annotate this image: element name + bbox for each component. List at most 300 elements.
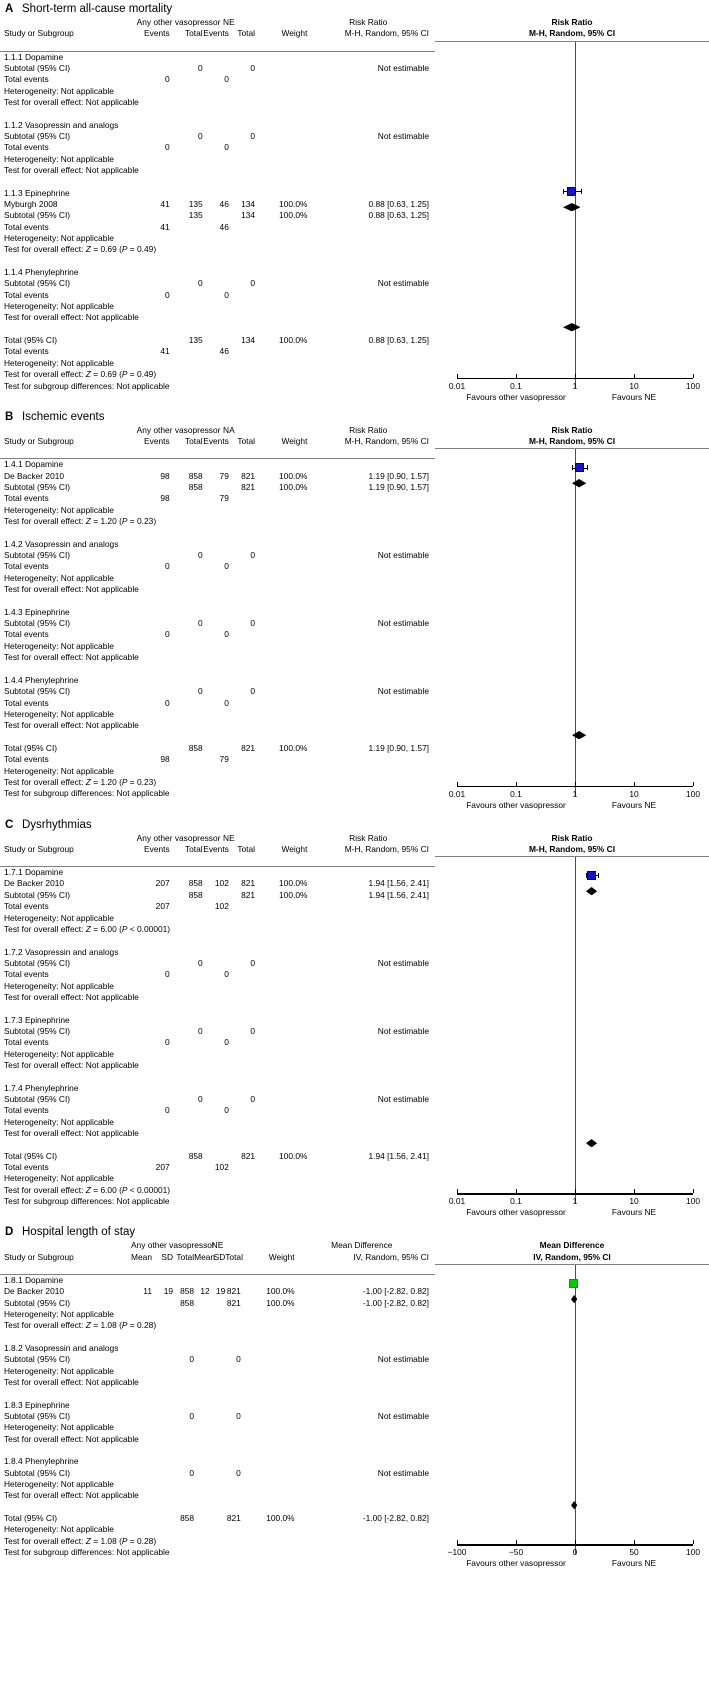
total1-cell: 858 (188, 1150, 203, 1161)
events1-cell (137, 1094, 170, 1105)
effect-cell: -1.00 [-2.82, 0.82] (362, 1513, 429, 1524)
total2-cell (229, 901, 255, 912)
plot-header-line1: Risk Ratio (551, 424, 593, 435)
statistic-note-row (0, 165, 435, 176)
total2-cell: 0 (250, 957, 256, 968)
total1-cell (170, 901, 203, 912)
row-label: Subtotal (95% CI) (4, 1467, 71, 1478)
total1-cell (170, 346, 203, 357)
statistic-note-row (0, 766, 435, 777)
table-column-header-row (0, 1252, 435, 1263)
x-axis-tick-label: 100 (686, 788, 700, 799)
statistic-note-row (0, 992, 435, 1003)
forest-plot-canvas (435, 1240, 709, 1570)
events2-cell (203, 278, 229, 289)
weight-cell (255, 131, 307, 142)
weight-cell (255, 142, 307, 153)
blank-cell (241, 1240, 295, 1251)
events1-cell: 98 (160, 493, 170, 504)
events2-cell: 102 (214, 1162, 229, 1173)
events1-cell: 207 (155, 878, 170, 889)
row-label: Subtotal (95% CI) (4, 686, 71, 697)
statistic-note-row (0, 1173, 435, 1184)
total2-cell (229, 1037, 255, 1048)
forest-plot-area (435, 17, 709, 404)
x-axis-tick-label: 10 (629, 380, 639, 391)
total1-cell: 858 (180, 1513, 195, 1524)
col-events2: Events (203, 436, 229, 447)
total-events-row (0, 1162, 435, 1173)
statistic-note-row (0, 1049, 435, 1060)
sd2-cell (210, 1513, 226, 1524)
panel-letter: A (5, 3, 14, 15)
panel-body (0, 833, 709, 1220)
statistic-note-row (0, 516, 435, 527)
favours-right-label: Favours NE (611, 799, 657, 810)
subgroup-label: 1.7.2 Vasopressin and analogs (4, 946, 119, 957)
study-row (0, 199, 435, 210)
statistic-note-row (0, 1490, 435, 1501)
effect-cell: 1.94 [1.56, 2.41] (368, 1150, 429, 1161)
effect-cell (307, 346, 435, 357)
x-axis-tick-label: 1 (572, 788, 578, 799)
total1-cell: 0 (198, 957, 203, 968)
statistic-note-row (0, 1366, 435, 1377)
panel-body (0, 17, 709, 404)
favours-left-label: Favours other vasopressor (466, 1558, 566, 1569)
events2-cell: 0 (224, 561, 229, 572)
total1-cell (170, 74, 203, 85)
events1-cell: 0 (164, 142, 170, 153)
events1-cell (137, 482, 170, 493)
row-label: Subtotal (95% CI) (4, 278, 71, 289)
group2-header: NE (223, 832, 235, 843)
subtotal-row (0, 1411, 435, 1422)
plot-header-line1: Risk Ratio (551, 832, 593, 843)
total1-cell: 858 (188, 889, 203, 900)
events1-cell (137, 958, 170, 969)
x-axis-tick-label: 10 (629, 788, 639, 799)
total2-cell (229, 74, 255, 85)
weight-cell (255, 561, 307, 572)
x-axis-tick (516, 1189, 517, 1193)
statistic-note: Heterogeneity: Not applicable (4, 301, 114, 312)
total2-cell: 0 (236, 1467, 241, 1478)
total1-cell: 0 (198, 130, 203, 141)
sd1-cell: 19 (163, 1286, 174, 1297)
table-rule (0, 1263, 435, 1274)
plot-rule (435, 41, 709, 42)
statistic-note-row (0, 505, 435, 516)
subgroup-row (0, 947, 435, 958)
subtotal-row (0, 890, 435, 901)
total1-cell: 135 (188, 199, 203, 209)
total1-cell (170, 754, 203, 765)
effect-cell (307, 754, 435, 765)
statistic-note: Heterogeneity: Not applicable (4, 1173, 114, 1184)
forest-table (0, 17, 435, 392)
total1-cell: 0 (198, 618, 203, 629)
statistic-note: Heterogeneity: Not applicable (4, 572, 114, 583)
subgroup-row (0, 1083, 435, 1094)
statistic-note-row (0, 584, 435, 595)
group1-header: Any other vasopressor (130, 1240, 215, 1251)
x-axis-tick-label: 0.01 (448, 380, 466, 391)
row-label: Total events (4, 289, 49, 300)
x-axis-tick-label: −50 (508, 1547, 524, 1558)
subgroup-label: 1.7.4 Phenylephrine (4, 1082, 79, 1093)
events1-cell: 0 (164, 1105, 170, 1116)
total1-cell (170, 1105, 203, 1116)
events2-cell: 102 (214, 901, 229, 912)
subtotal-row (0, 1094, 435, 1105)
effect-cell (307, 1037, 435, 1048)
x-axis-tick-label: 1 (572, 1196, 578, 1207)
total2-cell (229, 290, 255, 301)
statistic-note: Heterogeneity: Not applicable (4, 708, 114, 719)
subgroup-row (0, 539, 435, 550)
effect-cell: Not estimable (377, 957, 429, 968)
total-events-row (0, 222, 435, 233)
weight-cell (255, 901, 307, 912)
overall-effect-diamond (586, 1134, 597, 1142)
mean2-cell (194, 1354, 210, 1365)
subtotal-row (0, 210, 435, 221)
total2-cell: 0 (250, 278, 256, 289)
statistic-note-row (0, 981, 435, 992)
weight-cell (255, 1026, 307, 1037)
total1-cell (170, 561, 203, 572)
forest-plot-area (435, 833, 709, 1220)
total-row (0, 743, 435, 754)
sd2-cell: 19 (215, 1286, 226, 1297)
total-events-row (0, 969, 435, 980)
panel-a (0, 0, 709, 404)
table-group-header-row (0, 833, 435, 844)
total-row (0, 1513, 435, 1524)
col-total2: Total (237, 28, 256, 39)
ci-cap-lower (572, 465, 573, 470)
statistic-note: Test for overall effect: Z = 1.08 (P = 0.28) (4, 1320, 157, 1331)
subgroup-row (0, 1400, 435, 1411)
weight-cell (241, 1411, 295, 1422)
events1-cell (137, 550, 170, 561)
events1-cell: 0 (164, 969, 170, 980)
effect-cell (307, 561, 435, 572)
effect-cell: Not estimable (377, 278, 429, 289)
statistic-note-row (0, 924, 435, 935)
study-effect-marker (569, 1279, 578, 1288)
weight-cell (255, 222, 307, 233)
total1-cell: 858 (180, 1297, 195, 1308)
col-study: Study or Subgroup (4, 436, 74, 447)
total1-cell (170, 1037, 203, 1048)
group2-header: NE (211, 1240, 224, 1251)
total1-cell: 0 (198, 550, 203, 561)
events1-cell (137, 743, 170, 754)
col-study: Study or Subgroup (4, 1251, 74, 1262)
null-effect-line (575, 1265, 576, 1554)
plot-rule (435, 448, 709, 449)
weight-cell: 100.0% (279, 210, 308, 221)
total2-cell: 821 (226, 1513, 241, 1524)
spacer-row (0, 176, 435, 187)
effect-cell: Not estimable (377, 1411, 429, 1422)
effect-cell: Not estimable (377, 686, 429, 697)
x-axis-tick-label: 0.1 (510, 380, 522, 391)
events2-cell (203, 618, 229, 629)
sd1-cell (152, 1354, 173, 1365)
statistic-note-row (0, 1185, 435, 1196)
effect-cell: 1.94 [1.56, 2.41] (368, 878, 429, 889)
events1-cell: 0 (164, 1037, 170, 1048)
row-label: De Backer 2010 (4, 1286, 65, 1297)
row-label: Subtotal (95% CI) (4, 1025, 71, 1036)
plot-header-line2: IV, Random, 95% CI (533, 1251, 611, 1262)
spacer-row (0, 108, 435, 119)
spacer-row (0, 527, 435, 538)
forest-plot-canvas (435, 833, 709, 1220)
statistic-note: Test for overall effect: Not applicable (4, 1490, 139, 1501)
events1-cell: 0 (164, 289, 170, 300)
panel-heading-text: Hospital length of stay (22, 1226, 136, 1239)
total1-cell (170, 493, 203, 504)
events2-cell: 0 (224, 697, 229, 708)
statistic-note-row (0, 720, 435, 731)
row-label: Total (95% CI) (4, 742, 58, 753)
row-label: Subtotal (95% CI) (4, 1354, 71, 1365)
plot-rule (435, 856, 709, 857)
sd1-cell (152, 1298, 173, 1309)
total-events-row (0, 698, 435, 709)
statistic-note: Heterogeneity: Not applicable (4, 1422, 114, 1433)
statistic-note-row (0, 573, 435, 584)
weight-cell (255, 1162, 307, 1173)
blank-cell (131, 1274, 435, 1286)
col-total1: Total (184, 843, 203, 854)
statistic-note: Heterogeneity: Not applicable (4, 504, 114, 515)
events1-cell (137, 335, 170, 346)
total2-cell: 0 (250, 1025, 256, 1036)
effect-cell (307, 222, 435, 233)
spacer-row (0, 1003, 435, 1014)
x-axis-tick (634, 1540, 635, 1544)
events1-cell (137, 686, 170, 697)
events2-cell (203, 958, 229, 969)
x-axis-tick (693, 1189, 694, 1193)
weight-cell: 100.0% (279, 742, 308, 753)
spacer-row (0, 1388, 435, 1399)
row-label: Myburgh 2008 (4, 199, 58, 209)
effect-cell (307, 1105, 435, 1116)
row-label: Total events (4, 629, 49, 640)
effect-cell: 0.88 [0.63, 1.25] (368, 335, 429, 346)
col-events2: Events (203, 28, 229, 39)
effect-cell (307, 74, 435, 85)
panel-body (0, 425, 709, 812)
weight-cell (255, 493, 307, 504)
forest-plot-area (435, 425, 709, 812)
events1-cell: 207 (155, 1162, 170, 1173)
total-events-row (0, 754, 435, 765)
effect-cell: Not estimable (377, 62, 429, 73)
plot-rule (435, 1264, 709, 1265)
subgroup-row (0, 607, 435, 618)
subtotal-row (0, 63, 435, 74)
weight-cell (255, 618, 307, 629)
total-events-row (0, 1105, 435, 1116)
x-axis-tick-label: 100 (686, 1547, 700, 1558)
mean2-cell (194, 1411, 210, 1422)
sd2-cell (210, 1411, 226, 1422)
favours-right-label: Favours NE (611, 1558, 657, 1569)
blank-cell (137, 675, 435, 686)
effect-cell: 0.88 [0.63, 1.25] (368, 210, 429, 221)
statistic-note: Test for overall effect: Z = 6.00 (P < 0.00001) (4, 1184, 171, 1195)
x-axis-tick (457, 782, 458, 786)
overall-effect-diamond (563, 319, 581, 327)
events2-cell: 0 (224, 969, 229, 980)
statistic-note-row (0, 1128, 435, 1139)
effect-cell (307, 1162, 435, 1173)
favours-left-label: Favours other vasopressor (466, 391, 566, 402)
col-mean2: Mean (194, 1251, 216, 1262)
x-axis-tick (634, 782, 635, 786)
row-label: Total events (4, 142, 49, 153)
total1-cell: 858 (180, 1286, 195, 1297)
row-label: Total (95% CI) (4, 335, 58, 346)
subtotal-row (0, 1298, 435, 1309)
total2-cell: 821 (241, 878, 256, 889)
statistic-note-row (0, 244, 435, 255)
statistic-note: Test for overall effect: Not applicable (4, 1059, 139, 1070)
col-weight: Weight (268, 1251, 295, 1262)
total1-cell: 858 (188, 742, 203, 753)
subgroup-row (0, 459, 435, 471)
statistic-note: Test for overall effect: Z = 0.69 (P = 0.49) (4, 244, 157, 255)
mean1-cell (131, 1513, 152, 1524)
events2-cell: 0 (224, 629, 229, 640)
events2-cell (203, 743, 229, 754)
row-label: Total events (4, 221, 49, 232)
blank-cell (137, 188, 435, 199)
col-sd1: SD (161, 1251, 174, 1262)
weight-cell (255, 550, 307, 561)
weight-cell: 100.0% (279, 482, 308, 493)
forest-table (0, 425, 435, 800)
effect-cell (307, 698, 435, 709)
total-events-row (0, 901, 435, 912)
events2-cell: 0 (224, 1037, 229, 1048)
effect-cell: Not estimable (377, 1094, 429, 1104)
total1-cell (170, 290, 203, 301)
total-events-row (0, 493, 435, 504)
ci-cap-upper (587, 465, 588, 470)
effect-cell (307, 969, 435, 980)
statistic-note: Heterogeneity: Not applicable (4, 980, 114, 991)
statistic-note-row (0, 358, 435, 369)
col-total1: Total (184, 28, 203, 39)
mean1-cell: 11 (143, 1286, 152, 1297)
favours-left-label: Favours other vasopressor (466, 799, 566, 810)
statistic-note: Test for subgroup differences: Not applicable (4, 1196, 170, 1207)
statistic-note-row (0, 1309, 435, 1320)
events1-cell: 207 (155, 901, 170, 912)
col-study: Study or Subgroup (4, 843, 74, 854)
x-axis-tick-label: 10 (629, 1196, 639, 1207)
panel-heading-text: Ischemic events (22, 410, 105, 423)
effect-cell (307, 290, 435, 301)
col-total2: Total (237, 436, 256, 447)
weight-cell: 100.0% (266, 1286, 295, 1297)
total2-cell: 0 (250, 618, 256, 629)
events1-cell (137, 210, 170, 221)
subgroup-row (0, 120, 435, 131)
events2-cell (203, 1026, 229, 1037)
events2-cell: 79 (219, 493, 229, 504)
plot-header-line2: M-H, Random, 95% CI (528, 843, 616, 854)
mean1-cell (131, 1468, 152, 1479)
events1-cell (137, 1026, 170, 1037)
null-effect-line (575, 857, 576, 1203)
statistic-note: Test for overall effect: Not applicable (4, 1377, 139, 1388)
total-events-row (0, 629, 435, 640)
subtotal-row (0, 482, 435, 493)
subgroup-label: 1.7.3 Epinephrine (4, 1014, 70, 1025)
total-events-row (0, 1037, 435, 1048)
favours-left-label: Favours other vasopressor (466, 1207, 566, 1218)
events1-cell (137, 890, 170, 901)
col-events2: Events (203, 843, 229, 854)
statistic-note-row (0, 1479, 435, 1490)
mean2-cell (194, 1513, 210, 1524)
weight-cell: 100.0% (279, 889, 308, 900)
total2-cell: 0 (250, 686, 256, 697)
study-effect-marker (575, 463, 584, 472)
total2-cell: 821 (241, 1150, 256, 1161)
statistic-note-row (0, 312, 435, 323)
forest-table (0, 833, 435, 1208)
effect-cell: Not estimable (377, 1354, 429, 1365)
spacer-row (0, 732, 435, 743)
row-label: Subtotal (95% CI) (4, 1297, 71, 1308)
subgroup-row (0, 51, 435, 63)
effect-cell: 1.94 [1.56, 2.41] (368, 889, 429, 900)
spacer-row (0, 664, 435, 675)
x-axis-tick-label: 50 (629, 1547, 639, 1558)
effect-cell (307, 142, 435, 153)
effect-cell: -1.00 [-2.82, 0.82] (362, 1286, 429, 1297)
spacer-row (0, 1445, 435, 1456)
total2-cell (229, 222, 255, 233)
spacer-row (0, 595, 435, 606)
total2-cell (229, 1162, 255, 1173)
total-row (0, 1151, 435, 1162)
weight-cell (255, 278, 307, 289)
statistic-note: Test for overall effect: Not applicable (4, 1128, 139, 1139)
col-events1: Events (144, 436, 170, 447)
table-group-header-row (0, 1240, 435, 1251)
null-effect-line (575, 42, 576, 388)
row-label: Total events (4, 1105, 49, 1116)
events2-cell: 46 (219, 346, 229, 357)
total2-cell (229, 142, 255, 153)
events1-cell: 0 (164, 561, 170, 572)
statistic-note-row (0, 641, 435, 652)
x-axis-tick-label: 0.1 (510, 1196, 522, 1207)
events2-cell: 79 (219, 470, 229, 481)
events1-cell: 0 (164, 629, 170, 640)
